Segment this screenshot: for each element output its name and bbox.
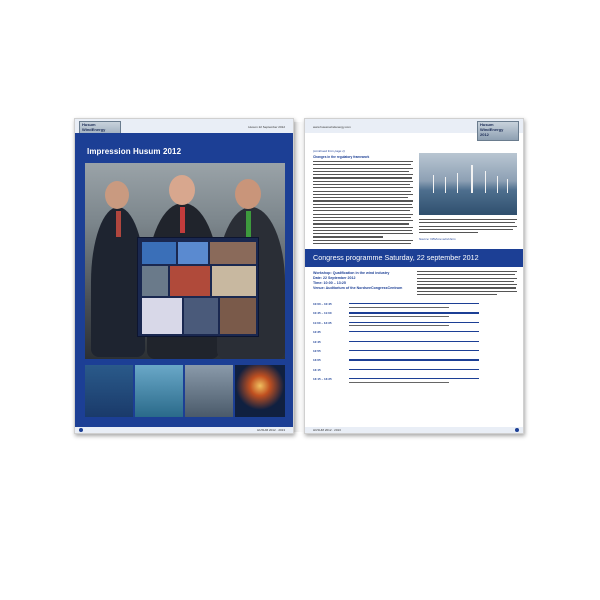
collage-tile <box>212 266 256 296</box>
left-footer <box>75 427 293 433</box>
schedule-row <box>313 301 517 310</box>
left-footer-label: HUSUM 2012 · 2013 <box>257 428 285 432</box>
thumb-line-1: Husum <box>480 122 494 127</box>
schedule-time: 13:15 – 13:25 <box>313 377 332 382</box>
photo-collage-board <box>137 237 259 337</box>
image-caption: Source: Offshore wind farm <box>419 237 456 241</box>
thumb-line-2: WindEnergy <box>480 127 504 132</box>
collage-tile <box>142 266 168 296</box>
schedule-row <box>313 320 517 329</box>
schedule-time: 11:00 – 12:35 <box>313 320 332 325</box>
turbine <box>445 177 446 193</box>
thumb-line-3: 2012 <box>480 132 489 137</box>
workshop-description <box>417 271 517 297</box>
turbine <box>433 175 434 193</box>
schedule-time: 10:00 – 10:45 <box>313 302 332 306</box>
schedule-time: 13:05 <box>313 358 321 363</box>
collage-tile <box>184 298 218 334</box>
page-marker-icon <box>79 428 83 432</box>
group-photo <box>85 163 285 359</box>
tie-right <box>246 211 251 237</box>
left-running-head: Husum 22 September 2012 <box>248 125 285 129</box>
schedule-row <box>313 339 517 348</box>
schedule-row <box>313 357 517 366</box>
collage-tile <box>220 298 256 334</box>
tie-middle <box>180 207 185 233</box>
person-left-head <box>105 181 129 209</box>
schedule-time: 12:35 <box>313 330 321 335</box>
schedule-row <box>313 329 517 338</box>
article-subhead: Changes in the regulatory framework <box>313 155 370 159</box>
gutter-shadow <box>294 122 304 432</box>
schedule-row <box>313 310 517 319</box>
left-page <box>74 118 294 434</box>
turbine <box>507 179 508 193</box>
right-header-url: www.husumwindenergy.com <box>313 125 351 129</box>
collage-tile <box>170 266 210 296</box>
turbine <box>457 173 458 193</box>
strip-photo <box>85 365 133 417</box>
thumb-line-1: Husum <box>82 122 96 127</box>
schedule-row <box>313 348 517 357</box>
magazine-spread <box>72 118 528 434</box>
collage-tile <box>142 242 176 264</box>
schedule-row <box>313 367 517 376</box>
photo-strip <box>85 365 285 417</box>
page-marker-icon <box>515 428 519 432</box>
person-middle-head <box>169 175 195 205</box>
workshop-title: Workshop: Qualification in the wind industry <box>313 271 390 275</box>
schedule-list <box>313 301 517 386</box>
right-footer <box>305 427 523 433</box>
turbine <box>497 176 498 193</box>
congress-title: Congress programme Saturday, 22 september 2012 <box>313 253 479 262</box>
continued-note: (continued from page 1) <box>313 149 345 153</box>
article-column-2 <box>419 219 517 235</box>
strip-photo <box>185 365 233 417</box>
congress-band <box>305 249 523 267</box>
workshop-date: Date: 22 September 2012 <box>313 276 356 280</box>
workshop-venue: Venue: Auditorium of the NordseeCongressCentrum <box>313 286 403 290</box>
schedule-time: 12:45 <box>313 339 321 344</box>
workshop-block <box>313 271 402 291</box>
person-right-head <box>235 179 261 209</box>
collage-tile <box>142 298 182 334</box>
schedule-time: 12:55 <box>313 348 321 353</box>
schedule-row <box>313 376 517 385</box>
offshore-wind-photo <box>419 153 517 215</box>
right-page <box>304 118 524 434</box>
workshop-time: Time: 10:00 – 13:25 <box>313 281 346 285</box>
strip-photo <box>135 365 183 417</box>
turbine <box>485 171 486 193</box>
article-column-1 <box>313 161 413 246</box>
schedule-time: 10:45 – 11:00 <box>313 311 332 316</box>
thumb-line-2: WindEnergy <box>82 127 106 132</box>
right-footer-label: HUSUM 2012 · 2013 <box>313 428 341 432</box>
strip-photo-fireworks <box>235 365 285 417</box>
schedule-time: 13:15 <box>313 367 321 372</box>
turbine <box>471 165 473 193</box>
collage-tile <box>210 242 256 264</box>
tie-left <box>116 211 121 237</box>
collage-tile <box>178 242 208 264</box>
impression-title: Impression Husum 2012 <box>87 147 182 156</box>
right-header-thumbnail <box>477 121 519 141</box>
